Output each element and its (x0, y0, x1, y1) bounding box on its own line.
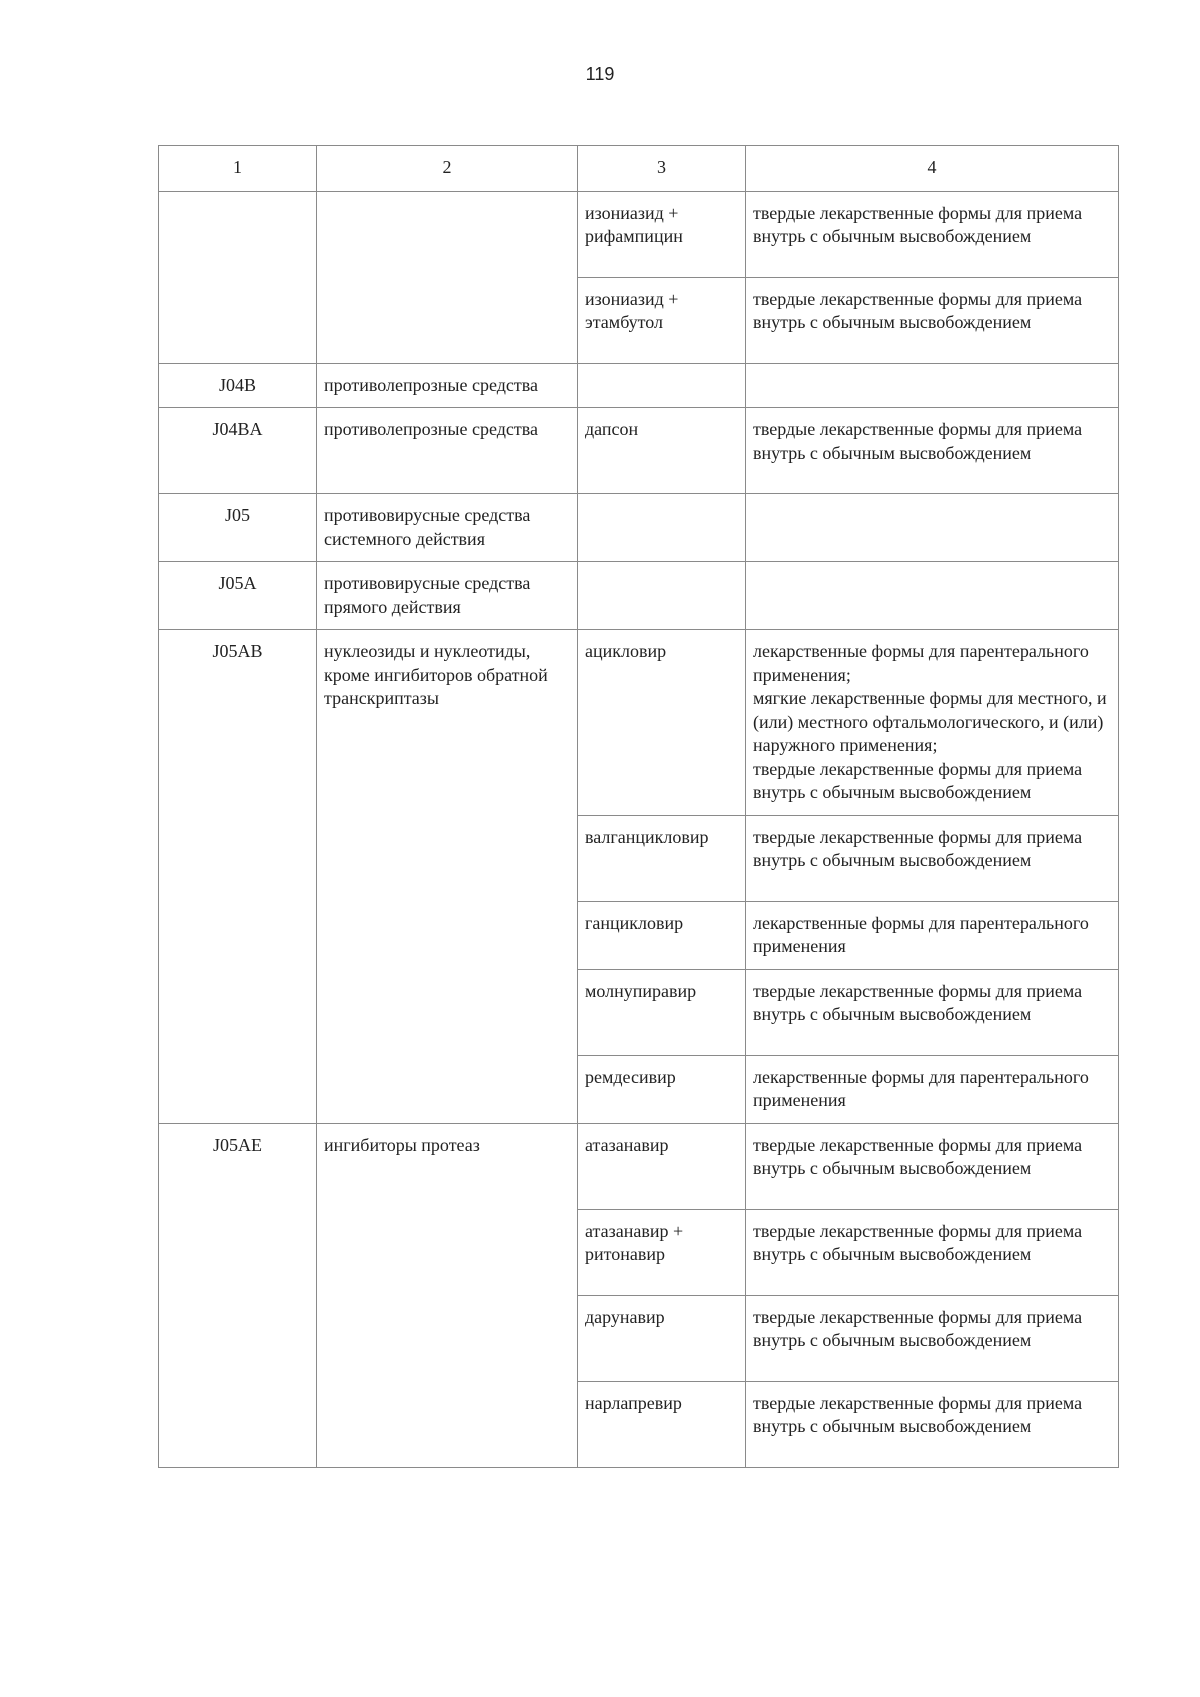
atc-code-cell: J05 (159, 494, 317, 562)
header-col-1: 1 (159, 146, 317, 192)
drug-name-cell (578, 494, 746, 562)
table-header-row (159, 146, 1119, 192)
dosage-forms-cell (746, 1123, 1119, 1209)
table-row (159, 408, 1119, 494)
group-name-cell: нуклеозиды и нуклеотиды, кроме ингибиторов обратной транскриптазы (317, 630, 578, 1124)
dosage-forms-cell (746, 494, 1119, 562)
drug-name-cell: ацикловир (578, 630, 746, 816)
group-name-cell: противовирусные средства прямого действия (317, 562, 578, 630)
dosage-form: твердые лекарственные формы для приема внутрь с обычным высвобождением (753, 980, 1083, 1024)
dosage-forms-cell (746, 562, 1119, 630)
dosage-form: твердые лекарственные формы для приема внутрь с обычным высвобождением (753, 419, 1083, 463)
dosage-forms-cell (746, 815, 1119, 901)
drug-name-cell: дарунавир (578, 1295, 746, 1381)
dosage-form: твердые лекарственные формы для приема внутрь с обычным высвобождением (753, 1392, 1083, 1436)
atc-code-cell: J04B (159, 363, 317, 408)
dosage-forms-cell (746, 1209, 1119, 1295)
drug-name-cell: ганцикловир (578, 901, 746, 969)
group-name-cell: противовирусные средства системного действия (317, 494, 578, 562)
table-row (159, 630, 1119, 816)
header-col-4: 4 (746, 146, 1119, 192)
dosage-form: твердые лекарственные формы для приема внутрь с обычным высвобождением (753, 1220, 1083, 1264)
group-name-cell: противолепрозные средства (317, 363, 578, 408)
dosage-forms-cell (746, 1381, 1119, 1467)
header-col-3: 3 (578, 146, 746, 192)
atc-code-cell: J05AB (159, 630, 317, 1124)
dosage-forms-cell (746, 191, 1119, 277)
dosage-form: мягкие лекарственные формы для местного, и (или) местного офтальмологического, и (или) наружного применения; (753, 688, 1107, 755)
dosage-form: твердые лекарственные формы для приема внутрь с обычным высвобождением (753, 202, 1083, 246)
page-number: 119 (585, 64, 615, 84)
drug-name-cell (578, 562, 746, 630)
drug-list-table (158, 145, 1119, 1468)
atc-code-cell: J05A (159, 562, 317, 630)
dosage-form: лекарственные формы для парентерального применения (753, 912, 1089, 956)
dosage-forms-cell (746, 408, 1119, 494)
drug-name-cell: валганцикловир (578, 815, 746, 901)
atc-code-cell (159, 191, 317, 363)
dosage-form: твердые лекарственные формы для приема внутрь с обычным высвобождением (753, 1134, 1083, 1178)
table-row (159, 363, 1119, 408)
drug-name-cell: ремдесивир (578, 1055, 746, 1123)
drug-name-cell: атазанавир (578, 1123, 746, 1209)
drug-name-cell: изониазид + рифампицин (578, 191, 746, 277)
dosage-forms-cell (746, 1295, 1119, 1381)
table-row (159, 191, 1119, 277)
drug-name-cell: атазанавир + ритонавир (578, 1209, 746, 1295)
drug-name-cell: изониазид + этамбутол (578, 277, 746, 363)
dosage-forms-cell (746, 277, 1119, 363)
table-row (159, 562, 1119, 630)
drug-name-cell (578, 363, 746, 408)
dosage-form: лекарственные формы для парентерального применения (753, 1066, 1089, 1110)
dosage-form: твердые лекарственные формы для приема внутрь с обычным высвобождением (753, 1306, 1083, 1350)
dosage-forms-cell (746, 969, 1119, 1055)
table-row (159, 1123, 1119, 1209)
dosage-forms-cell (746, 630, 1119, 816)
group-name-cell: ингибиторы протеаз (317, 1123, 578, 1467)
atc-code-cell: J04BA (159, 408, 317, 494)
dosage-form: твердые лекарственные формы для приема внутрь с обычным высвобождением (753, 758, 1083, 802)
dosage-form: твердые лекарственные формы для приема внутрь с обычным высвобождением (753, 288, 1083, 332)
dosage-form: лекарственные формы для парентерального применения; (753, 641, 1089, 685)
dosage-forms-cell (746, 901, 1119, 969)
dosage-form: твердые лекарственные формы для приема внутрь с обычным высвобождением (753, 826, 1083, 870)
drug-name-cell: нарлапревир (578, 1381, 746, 1467)
drug-name-cell: дапсон (578, 408, 746, 494)
group-name-cell (317, 191, 578, 363)
group-name-cell: противолепрозные средства (317, 408, 578, 494)
header-col-2: 2 (317, 146, 578, 192)
drug-name-cell: молнупиравир (578, 969, 746, 1055)
atc-code-cell: J05AE (159, 1123, 317, 1467)
dosage-forms-cell (746, 1055, 1119, 1123)
dosage-forms-cell (746, 363, 1119, 408)
table-row (159, 494, 1119, 562)
